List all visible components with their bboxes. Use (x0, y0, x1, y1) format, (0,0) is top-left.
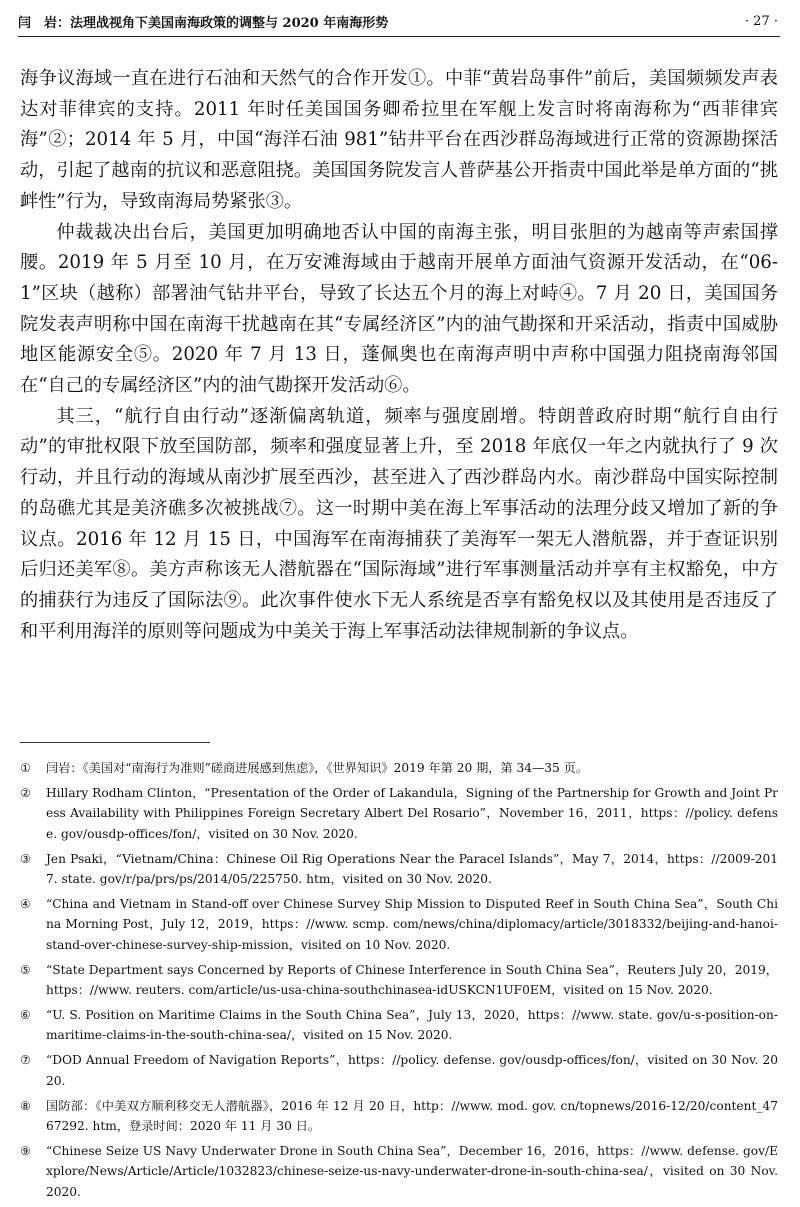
footnote-4 (20, 894, 778, 955)
footnote-text: “Chinese Seize US Navy Underwater Drone in South China Sea”，December 16，2016，https：//www. defense. gov/Explore/News/Article/Article/1032823/chinese-seize-us-navy-underwater-drone-in-south-china-sea/，visited on 30 Nov. 2020. (46, 1143, 778, 1199)
footnote-marker: ② (20, 785, 31, 800)
footnote-marker: ⑤ (20, 962, 31, 977)
header-divider (18, 36, 780, 37)
footnote-2 (20, 783, 778, 844)
footnote-9 (20, 1141, 778, 1202)
footnote-text: “China and Vietnam in Stand-off over Chinese Survey Ship Mission to Disputed Reef in South China Sea”，South China Morning Post，July 12，2019，https：//www. scmp. com/news/china/diplomacy/article/3018332/beijing-and-hanoi-stand-over-chinese-survey-ship-mission，visited on 10 Nov. 2020. (46, 896, 778, 952)
footnote-text: Hillary Rodham Clinton，“Presentation of the Order of Lakandula，Signing of the Partnership for Growth and Joint Press Availability with Philippines Foreign Secretary Albert Del Rosario”，November 16，2011，https：//policy. defense. gov/ousdp-offices/fon/，visited on 30 Nov. 2020. (46, 785, 778, 841)
footnote-5 (20, 960, 778, 1001)
footnote-marker: ⑦ (20, 1053, 31, 1068)
footnote-text: 国防部：《中美双方顺利移交无人潜航器》，2016 年 12 月 20 日，http：//www. mod. gov. cn/topnews/2016-12/20/content_4767292. htm，登录时间：2020 年 11 月 30 日。 (46, 1098, 778, 1133)
footnote-divider (20, 742, 210, 743)
footnote-8 (20, 1096, 778, 1137)
footnote-7 (20, 1050, 778, 1091)
footnotes (20, 758, 778, 1207)
body-text (20, 64, 778, 647)
footnote-text: “State Department says Concerned by Reports of Chinese Interference in South China Sea”，Reuters July 20，2019，https：//www. reuters. com/article/us-usa-china-southchinasea-idUSKCN1UF0EM，visited on 15 Nov. 2020. (46, 962, 778, 998)
footnote-1 (20, 758, 778, 778)
footnote-3 (20, 849, 778, 890)
footnote-text: 闫岩：《美国对“南海行为准则”磋商进展感到焦虑》，《世界知识》2019 年第 20 期，第 34—35 页。 (46, 761, 589, 775)
running-header (18, 10, 778, 32)
page-number: · 27 · (744, 13, 778, 29)
footnote-text: “DOD Annual Freedom of Navigation Reports”，https：//policy. defense. gov/ousdp-offices/fon/，visited on 30 Nov. 2020. (46, 1053, 778, 1088)
footnote-marker: ③ (20, 851, 31, 866)
footnote-marker: ④ (20, 896, 31, 911)
footnote-marker: ① (20, 761, 31, 775)
running-title: 闫 岩：法理战视角下美国南海政策的调整与 2020 年南海形势 (18, 15, 389, 31)
body-paragraph-1: 海争议海域一直在进行石油和天然气的合作开发①。中菲“黄岩岛事件”前后，美国频频发声表达对菲律宾的支持。2011 年时任美国国务卿希拉里在军舰上发言时将南海称为“西菲律宾海”②；2014 年 5 月，中国“海洋石油 981”钻井平台在西沙群岛海域进行正常的资源勘探活动，引起了越南的抗议和恶意阻挠。美国国务院发言人普萨基公开指责中国此举是单方面的“挑衅性”行为，导致南海局势紧张③。 (20, 68, 778, 212)
footnote-text: Jen Psaki，“Vietnam/China：Chinese Oil Rig Operations Near the Paracel Islands”，May 7，2014，https：//2009-2017. state. gov/r/pa/prs/ps/2014/05/225750. htm，visited on 30 Nov. 2020. (46, 851, 778, 887)
footnote-marker: ⑨ (20, 1143, 31, 1158)
footnote-marker: ⑥ (20, 1007, 31, 1022)
footnote-marker: ⑧ (20, 1098, 31, 1113)
footnote-text: “U. S. Position on Maritime Claims in the South China Sea”，July 13，2020，https：//www. state. gov/u-s-position-on-maritime-claims-in-the-south-china-sea/，visited on 15 Nov. 2020. (46, 1007, 778, 1043)
body-paragraph-2: 仲裁裁决出台后，美国更加明确地否认中国的南海主张，明目张胆的为越南等声索国撑腰。2019 年 5 月至 10 月，在万安滩海域由于越南开展单方面油气资源开发活动，在“06-1”区块（越称）部署油气钻井平台，导致了长达五个月的海上对峙④。7 月 20 日，美国国务院发表声明称中国在南海干扰越南在其“专属经济区”内的油气勘探和开采活动，指责中国威胁地区能源安全⑤。2020 年 7 月 13 日，蓬佩奥也在南海声明中声称中国强力阻挠南海邻国在“自己的专属经济区”内的油气勘探开发活动⑥。 (20, 221, 778, 397)
body-paragraph-3: 其三，“航行自由行动”逐渐偏离轨道，频率与强度剧增。特朗普政府时期“航行自由行动”的审批权限下放至国防部，频率和强度显著上升，至 2018 年底仅一年之内就执行了 9 次行动，并且行动的海域从南沙扩展至西沙，甚至进入了西沙群岛内水。南沙群岛中国实际控制的岛礁尤其是美济礁多次被挑战⑦。这一时期中美在海上军事活动的法理分歧又增加了新的争议点。2016 年 12 月 15 日，中国海军在南海捕获了美海军一架无人潜航器，并于查证识别后归还美军⑧。美方声称该无人潜航器在“国际海域”进行军事测量活动并享有主权豁免，中方的捕获行为违反了国际法⑨。此次事件使水下无人系统是否享有豁免权以及其使用是否违反了和平利用海洋的原则等问题成为中美关于海上军事活动法律规制新的争议点。 (20, 405, 778, 642)
footnote-6 (20, 1005, 778, 1046)
